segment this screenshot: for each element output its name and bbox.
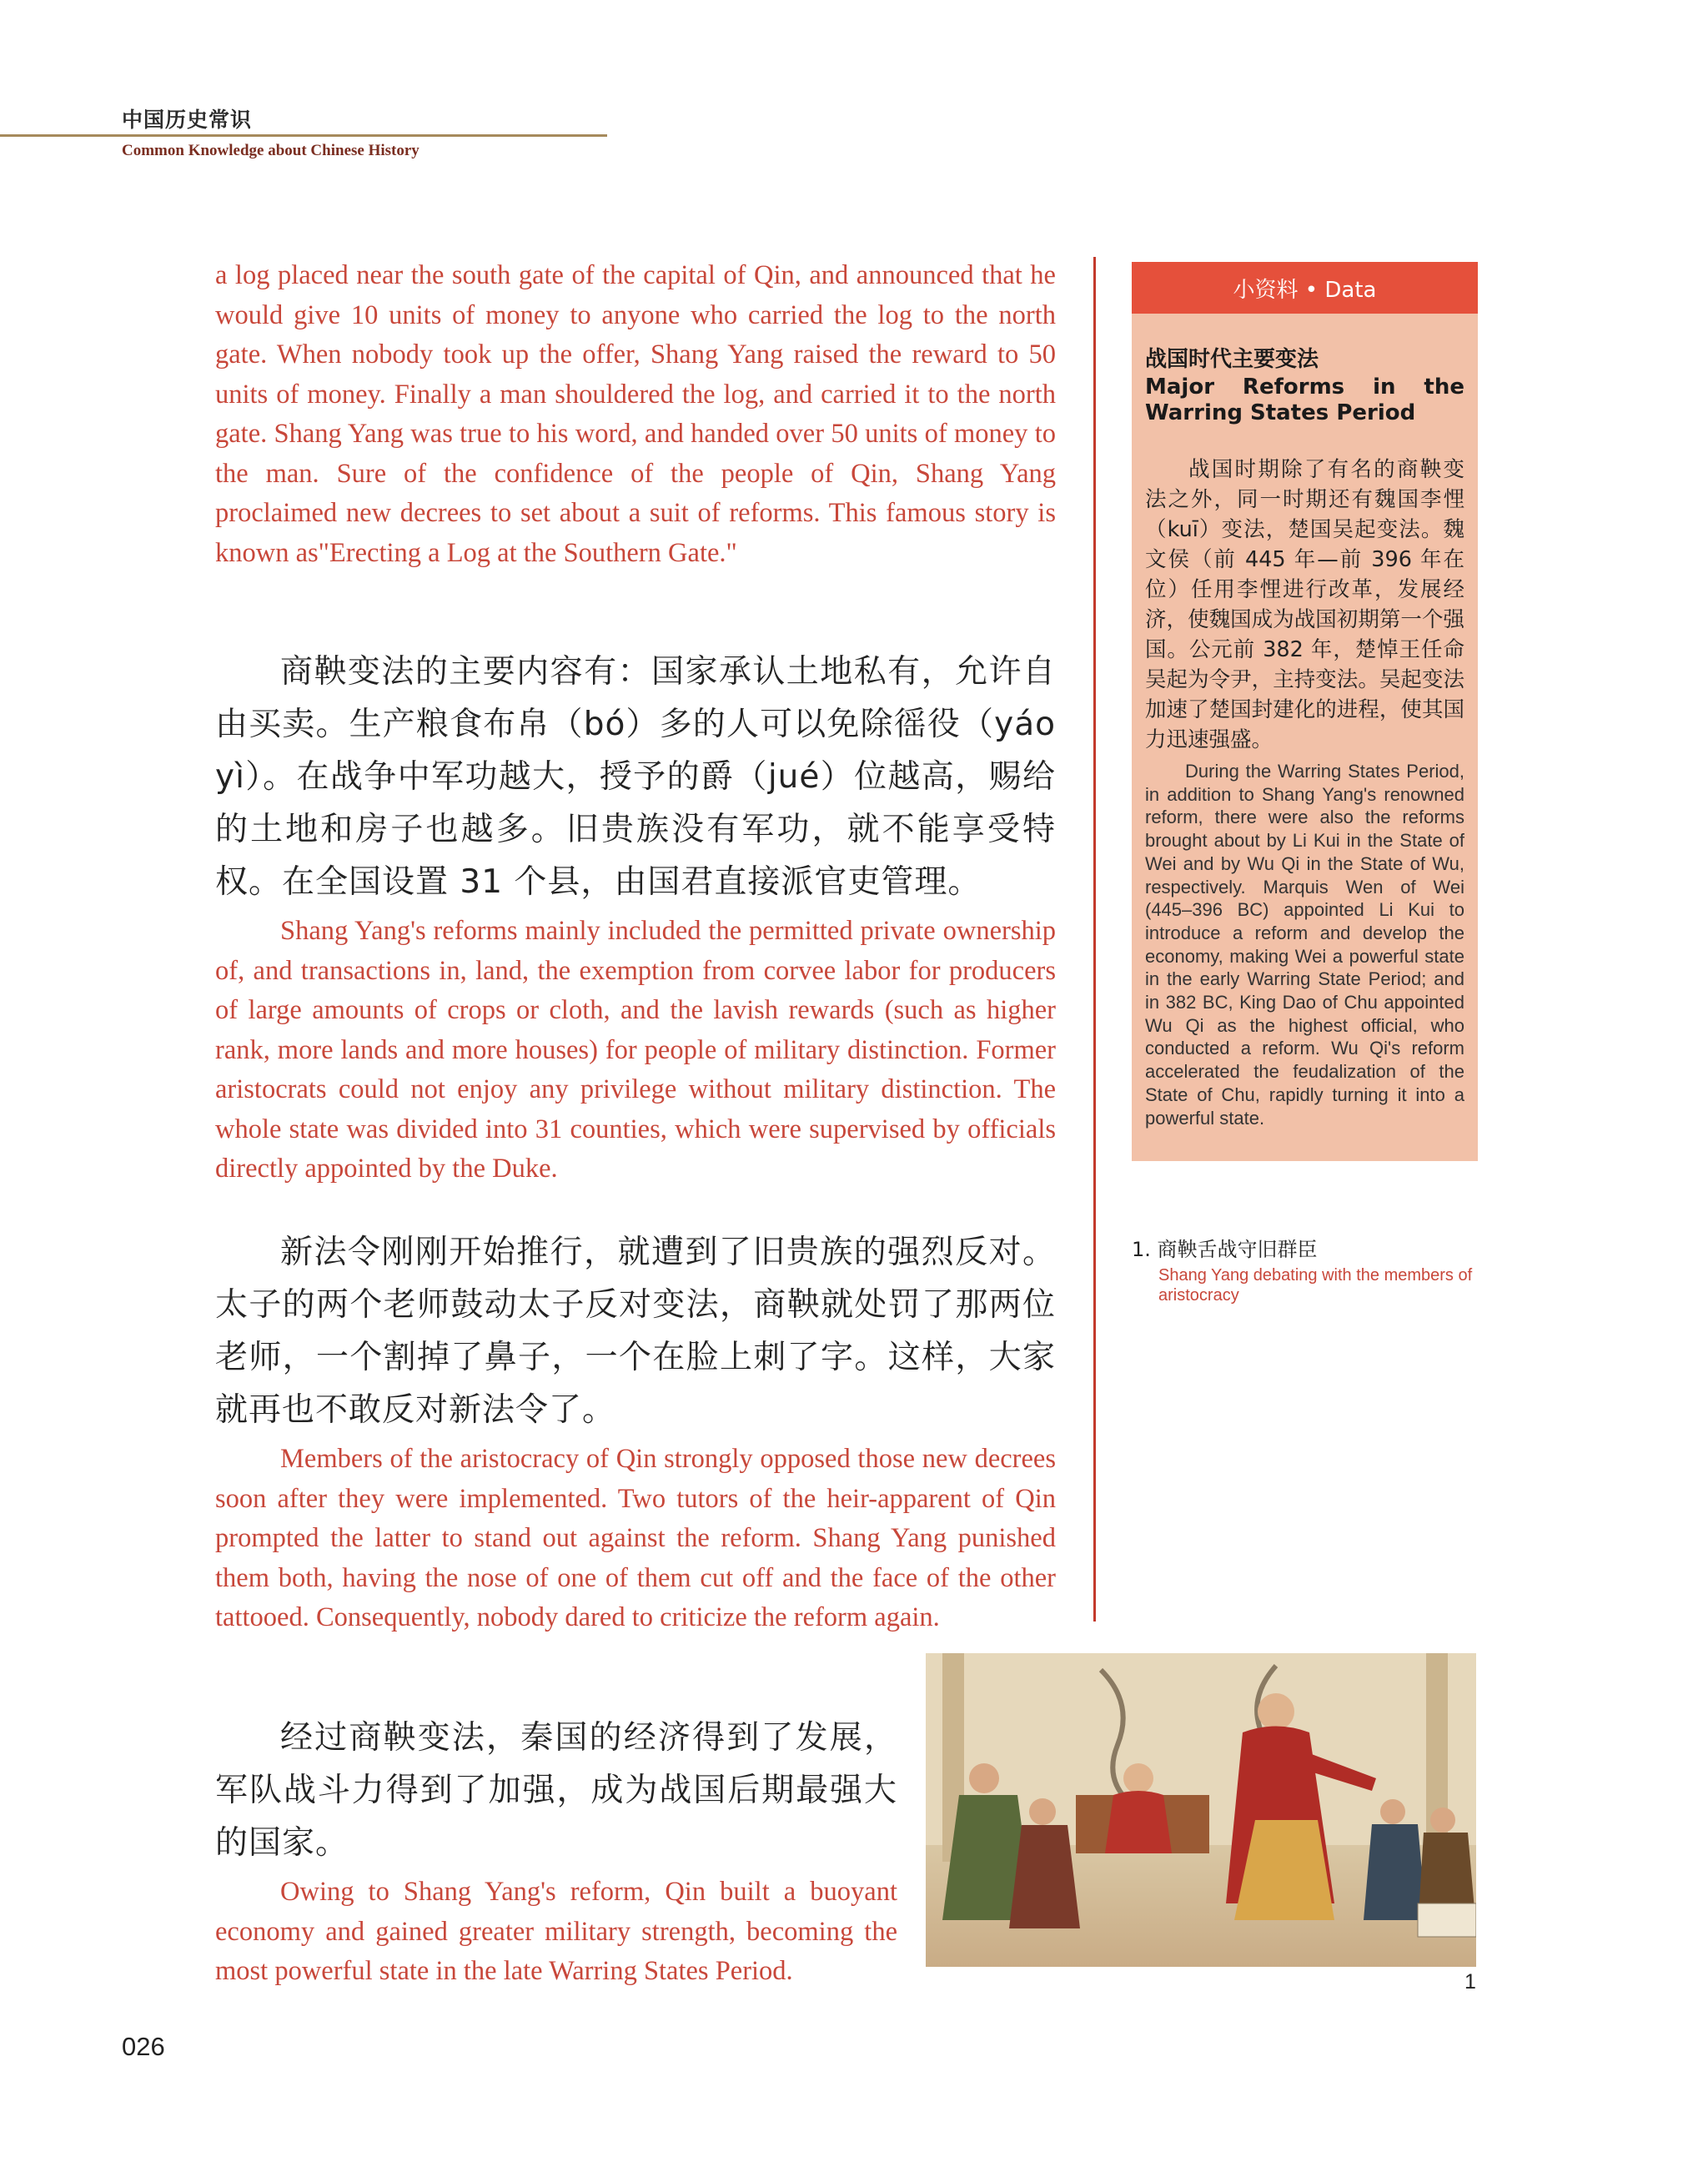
paragraph-outcome-en: Owing to Shang Yang's reform, Qin built a buoyant economy and gained greater military strength, becoming the most powerful state in the late Warring States Period. [215,1877,897,1986]
page-number: 026 [122,2032,165,2061]
sidebar-label: 小资料 • Data [1132,262,1478,314]
sidebar-title-cn: 战国时代主要变法 [1145,347,1319,372]
figure-caption-en: Shang Yang debating with the members of aristocracy [1158,1266,1473,1305]
paragraph-reforms-cn: 商鞅变法的主要内容有：国家承认土地私有，允许自由买卖。生产粮食布帛（bó）多的人可以免除徭役（yáo yì）。在战争中军功越大，授予的爵（jué）位越高，赐给的土地和房子也越多。旧贵族没有军功，就不能享受特权。在全国设置 31 个县，由国君直接派官吏管理。 [215,653,1056,901]
main-column [215,256,1056,573]
opposition-section [215,1226,1056,1638]
reforms-section [215,646,1056,1189]
illustration-drawing [926,1653,1476,1967]
running-header-chinese: 中国历史常识 [122,108,253,132]
outcome-section [215,1712,897,1992]
illustration-shang-yang-debate [926,1653,1476,1967]
figure-caption [1132,1233,1482,1305]
paragraph-outcome-cn: 经过商鞅变法，秦国的经济得到了发展，军队战斗力得到了加强，成为战国后期最强大的国家。 [215,1719,897,1862]
figure-number: 1 [1464,1970,1476,1994]
data-sidebar [1132,262,1478,1161]
column-divider [1093,257,1096,1622]
header-rule [0,134,607,137]
paragraph-reforms-en: Shang Yang's reforms mainly included the permitted private ownership of, and transactions in, land, the exemption from corvee labor for producers of large amounts of crops or cloth, and the lavish rewards (such as higher rank, more lands and more houses) for people of military distinction. Former aristocrats could not enjoy any privilege without military distinction. The whole state was divided into 31 counties, which were supervised by officials directly appointed by the Duke. [215,916,1056,1184]
sidebar-body-en: During the Warring States Period, in addition to Shang Yang's renowned reform, there were also the reforms brought about by Li Kui in the State of Wei and by Wu Qi in the State of Wu, respectively. Marquis Wen of Wei (445–396 BC) appointed Li Kui to introduce a reform and develop the economy, making Wei a powerful state in the early Warring State Period; and in 382 BC, King Dao of Chu appointed Wu Qi as the highest official, who conducted a reform. Wu Qi's reform accelerated the feudalization of the State of Chu, rapidly turning it into a powerful state. [1145,761,1464,1129]
paragraph-opposition-en: Members of the aristocracy of Qin strongly opposed those new decrees soon after they were implemented. Two tutors of the heir-apparent of Qin prompted the latter to stand out against the reform. Shang Yang punished them both, having the nose of one of them cut off and the face of the other tattooed. Consequently, nobody dared to criticize the reform again. [215,1444,1056,1632]
running-header-english: Common Knowledge about Chinese History [122,142,419,159]
sidebar-title-en-line1: Major Reforms in the [1145,375,1464,400]
paragraph-log-story-en: a log placed near the south gate of the capital of Qin, and announced that he would give 10 units of money to anyone who carried the log to the north gate. When nobody took up the offer, Shang Yang raised the reward to 50 units of money. Finally a man shouldered the log, and carried it to the north gate. Shang Yang was true to his word, and handed over 50 units of money to the man. Sure of the confidence of the people of Qin, Shang Yang proclaimed new decrees to set about a suit of reforms. This famous story is known as"Erecting a Log at the Southern Gate." [215,260,1056,568]
sidebar-title-en-line2: Warring States Period [1145,400,1416,425]
sidebar-body-cn: 战国时期除了有名的商鞅变法之外，同一时期还有魏国李悝（kuī）变法，楚国吴起变法。魏文侯（前 445 年—前 396 年在位）任用李悝进行改革，发展经济，使魏国成为战国初期第一个强国。公元前 382 年，楚悼王任命吴起为令尹，主持变法。吴起变法加速了楚国封建化的进程，使其国力迅速强盛。 [1145,457,1464,752]
paragraph-opposition-cn: 新法令刚刚开始推行，就遭到了旧贵族的强烈反对。太子的两个老师鼓动太子反对变法，商鞅就处罚了那两位老师，一个割掉了鼻子，一个在脸上刺了字。这样，大家就再也不敢反对新法令了。 [215,1234,1056,1429]
figure-caption-cn: 1. 商鞅舌战守旧群臣 [1132,1238,1318,1261]
